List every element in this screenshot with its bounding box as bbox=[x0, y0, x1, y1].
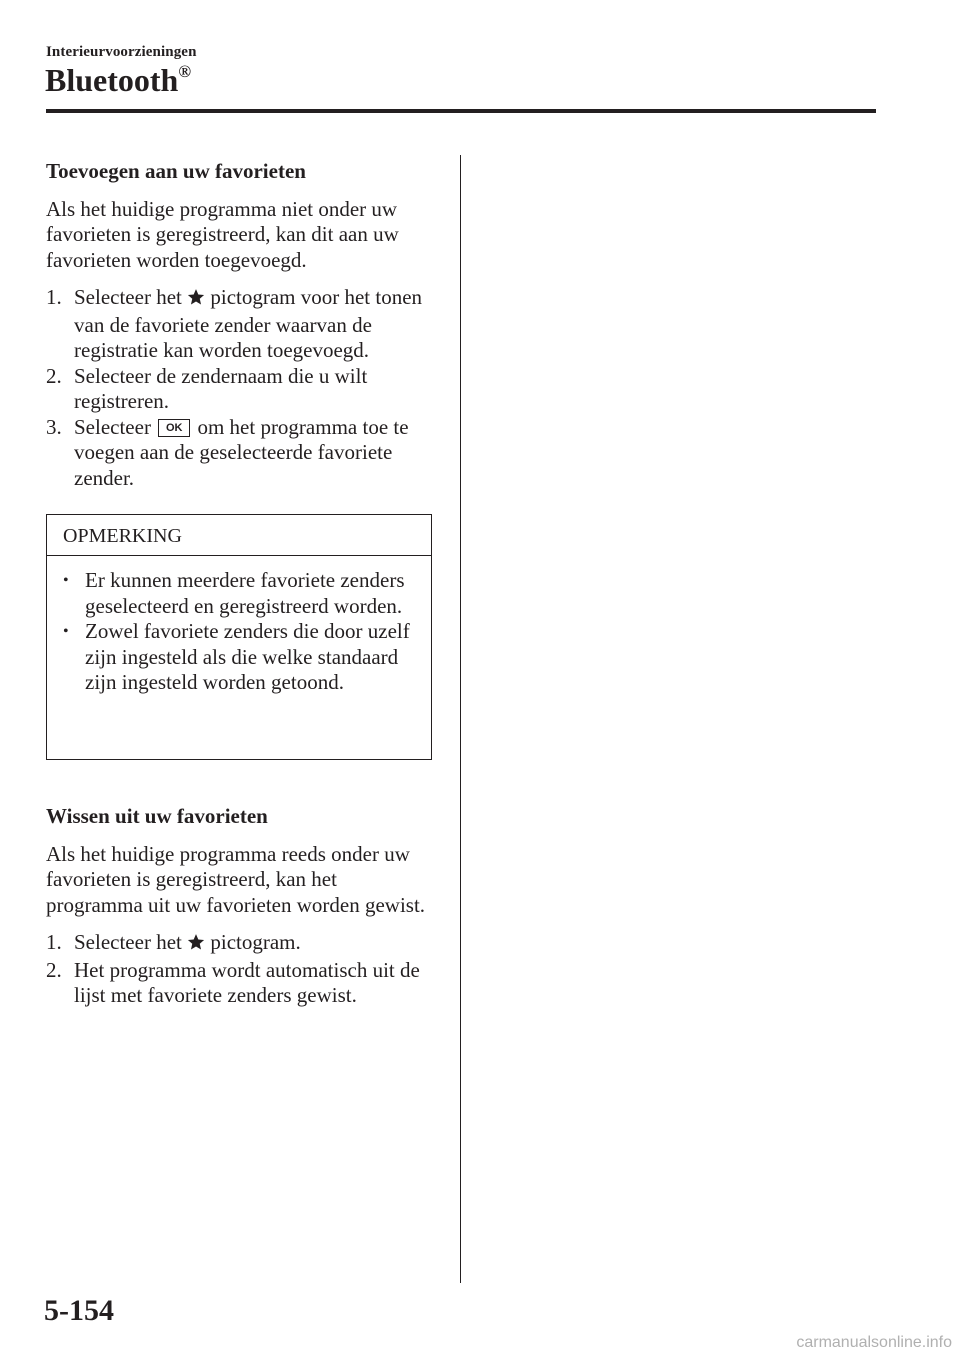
add-favorites-heading: Toevoegen aan uw favorieten bbox=[46, 159, 306, 183]
star-icon bbox=[187, 287, 205, 313]
registered-mark: ® bbox=[178, 62, 192, 82]
section-label: Interieurvoorzieningen bbox=[46, 44, 197, 60]
star-icon bbox=[187, 932, 205, 958]
add-favorites-steps bbox=[46, 285, 436, 491]
list-item: 3. Selecteer OK om het programma toe te voegen aan de geselecteerde favoriete zender. bbox=[46, 414, 409, 490]
list-item: 2. Selecteer de zendernaam die u wilt registreren. bbox=[46, 363, 368, 413]
list-item: 1. Selecteer het pictogram voor het tonen van de favoriete zender waarvan de registratie kan worden toegevoegd. bbox=[46, 285, 423, 362]
list-item: • Er kunnen meerdere favoriete zenders geselecteerd en geregistreerd worden. bbox=[63, 568, 405, 618]
delete-favorites-section bbox=[46, 804, 436, 1009]
bullet-icon: • bbox=[63, 572, 69, 589]
note-box bbox=[46, 514, 432, 760]
column-divider bbox=[460, 155, 461, 1283]
note-heading: OPMERKING bbox=[47, 515, 431, 556]
list-item: 2. Het programma wordt automatisch uit de lijst met favoriete zenders gewist. bbox=[46, 957, 420, 1007]
ok-button-icon: OK bbox=[158, 419, 190, 437]
delete-favorites-steps bbox=[46, 930, 436, 1009]
add-favorites-section bbox=[46, 159, 436, 491]
add-favorites-intro: Als het huidige programma niet onder uw favorieten is geregistreerd, kan dit aan uw favorieten worden toegevoegd. bbox=[46, 196, 399, 272]
page-title: Bluetooth® bbox=[45, 62, 192, 98]
page-number: 5-154 bbox=[44, 1294, 114, 1327]
list-item: • Zowel favoriete zenders die door uzelf zijn ingesteld als die welke standaard zijn ingesteld worden getoond. bbox=[63, 619, 410, 694]
delete-favorites-heading: Wissen uit uw favorieten bbox=[46, 804, 268, 828]
delete-favorites-intro: Als het huidige programma reeds onder uw favorieten is geregistreerd, kan het programma uit uw favorieten worden gewist. bbox=[46, 841, 426, 917]
header-rule bbox=[46, 109, 876, 113]
bullet-icon: • bbox=[63, 623, 69, 640]
list-item: 1. Selecteer het pictogram. bbox=[46, 930, 436, 958]
watermark: carmanualsonline.info bbox=[796, 1334, 952, 1351]
note-list bbox=[61, 568, 421, 696]
